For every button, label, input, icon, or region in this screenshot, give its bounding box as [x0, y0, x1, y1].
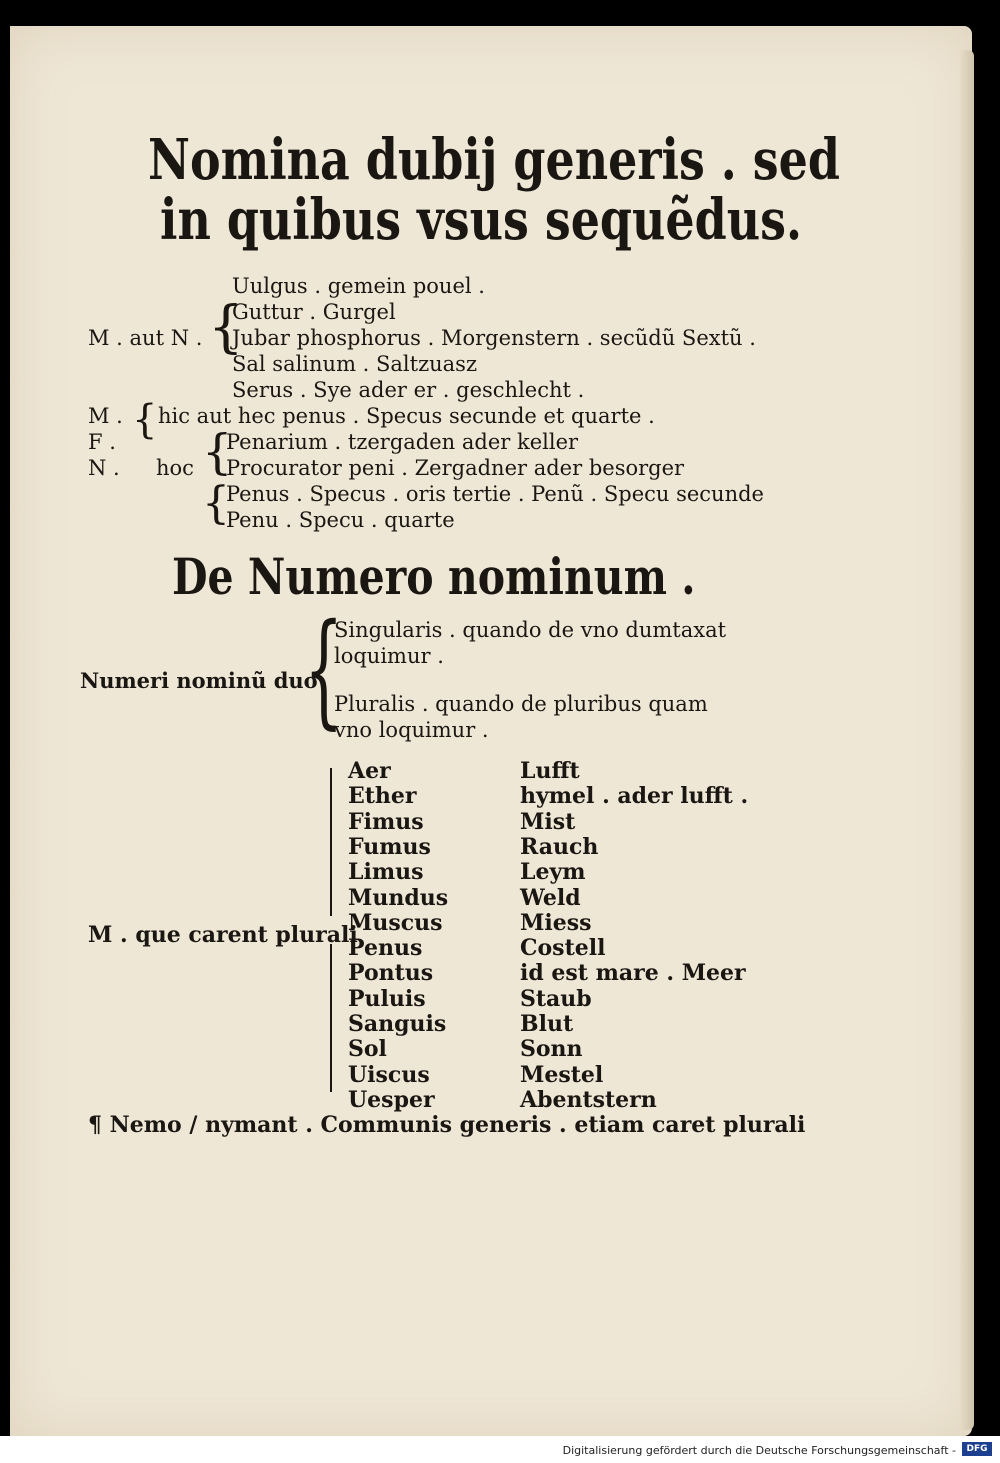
- plurali-german: Mist: [520, 808, 576, 835]
- footer-text: Digitalisierung gefördert durch die Deutsche Forschungsgemeinschaft -: [562, 1444, 956, 1457]
- plurali-german: id est mare . Meer: [520, 960, 746, 987]
- f-label: F .: [88, 430, 116, 454]
- plurali-latin: Penus: [348, 935, 423, 962]
- plurali-latin: Mundus: [348, 884, 449, 911]
- brace-symbol: {: [132, 397, 158, 443]
- penus-item: Penu . Specu . quarte: [226, 508, 455, 532]
- brace-symbol: {: [304, 598, 344, 742]
- plurali-german: Mestel: [520, 1061, 604, 1088]
- plurali-german: Weld: [520, 884, 581, 911]
- hoc-label: hoc: [156, 456, 194, 480]
- brace-symbol: {: [208, 295, 244, 360]
- section-title: De Numero nominum .: [172, 547, 696, 606]
- plurali-latin: Sol: [348, 1036, 387, 1063]
- heading-line-1: Nomina dubij generis . sed: [148, 127, 840, 193]
- hoc-item: Penarium . tzergaden ader keller: [226, 430, 579, 454]
- penus-item: Penus . Specus . oris tertie . Penũ . Specu secunde: [226, 482, 764, 506]
- plurali-german: Abentstern: [520, 1086, 657, 1113]
- plurali-latin: Fimus: [348, 808, 424, 835]
- heading-line-2: in quibus vsus sequẽdus.: [160, 187, 802, 253]
- n-label: N .: [88, 456, 120, 480]
- bracket-line: [330, 944, 332, 1092]
- dubium-group-label: M . aut N .: [88, 326, 203, 350]
- brace-symbol: {: [202, 424, 233, 480]
- plurali-german: Lufft: [520, 758, 580, 784]
- plurali-german: Staub: [520, 985, 592, 1012]
- brace-symbol: {: [202, 478, 230, 529]
- numeri-label: Numeri nominũ duo: [80, 668, 318, 693]
- plurali-german: Blut: [520, 1011, 574, 1037]
- m-label: M .: [88, 404, 123, 428]
- plurali-latin: Limus: [348, 859, 424, 886]
- plurali-german: Miess: [520, 909, 592, 936]
- plurali-german: Leym: [520, 859, 586, 886]
- numeri-singularis-cont: loquimur .: [334, 644, 444, 668]
- numeri-singularis: Singularis . quando de vno dumtaxat: [334, 618, 727, 642]
- plurali-german: Rauch: [520, 833, 599, 860]
- bracket-line: [330, 768, 332, 916]
- dubium-item: Serus . Sye ader er . geschlecht .: [232, 378, 585, 402]
- plurali-latin: Pontus: [348, 960, 434, 987]
- hoc-item: Procurator peni . Zergadner ader besorger: [226, 456, 685, 480]
- nemo-note: ¶ Nemo / nymant . Communis generis . etiam caret plurali: [88, 1112, 806, 1138]
- plurali-german: hymel . ader lufft .: [520, 783, 749, 810]
- plurali-latin: Puluis: [348, 985, 426, 1012]
- plurali-label: M . que carent plurali: [88, 922, 358, 948]
- dubium-item: Jubar phosphorus . Morgenstern . secũdũ Sextũ .: [232, 326, 756, 350]
- dubium-item: Sal salinum . Saltzuasz: [232, 352, 478, 376]
- dfg-logo: DFG: [962, 1442, 992, 1456]
- dubium-item: Guttur . Gurgel: [232, 300, 396, 324]
- plurali-german: Sonn: [520, 1036, 583, 1063]
- plurali-latin: Uesper: [348, 1086, 435, 1113]
- numeri-pluralis: Pluralis . quando de pluribus quam: [334, 692, 708, 716]
- plurali-latin: Muscus: [348, 909, 443, 936]
- plurali-german: Costell: [520, 935, 606, 962]
- numeri-pluralis-cont: vno loquimur .: [334, 718, 489, 742]
- dubium-item: Uulgus . gemein pouel .: [232, 274, 485, 298]
- footer-bar: [0, 1436, 1000, 1463]
- plurali-latin: Fumus: [348, 833, 431, 860]
- plurali-latin: Sanguis: [348, 1011, 447, 1037]
- page-edge: [960, 50, 974, 1430]
- m-line: hic aut hec penus . Specus secunde et quarte .: [158, 404, 655, 428]
- plurali-latin: Uiscus: [348, 1061, 430, 1088]
- plurali-latin: Ether: [348, 783, 417, 810]
- plurali-latin: Aer: [348, 758, 391, 784]
